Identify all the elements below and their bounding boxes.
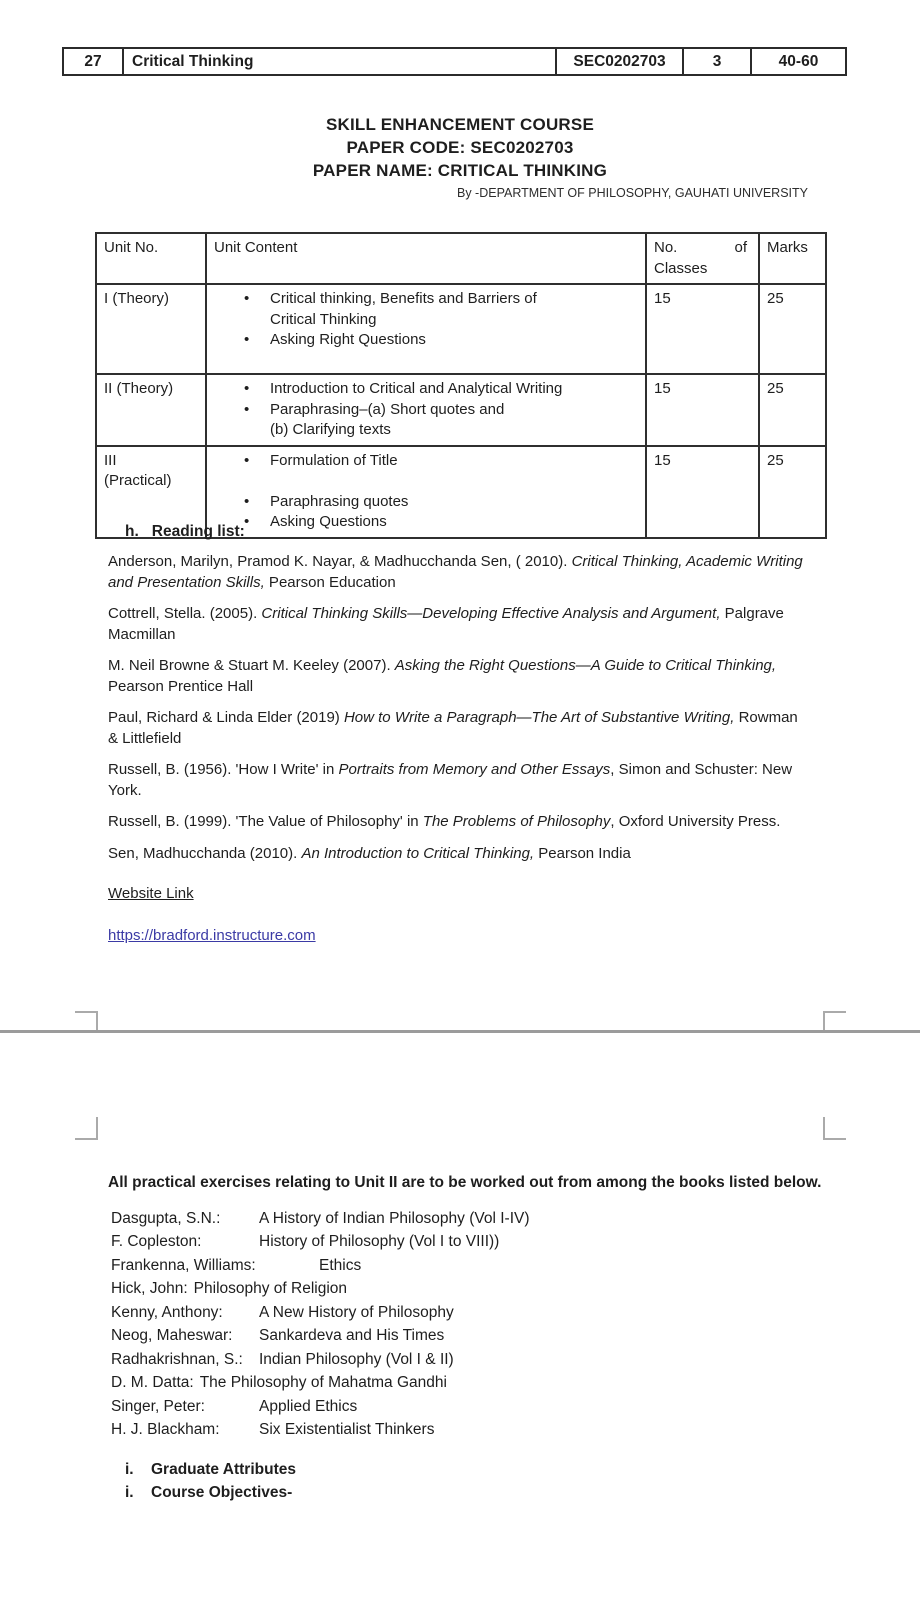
- page1-bottom-right-corner-mark: [823, 1011, 846, 1031]
- reading-list-title: Reading list:: [151, 523, 245, 540]
- book-author: Singer, Peter:: [111, 1397, 205, 1415]
- content-line: [214, 471, 638, 492]
- book-row: [108, 1301, 824, 1325]
- citation-title: The Problems of Philosophy: [422, 813, 611, 830]
- content-text: Asking Right Questions: [270, 331, 426, 348]
- book-author: F. Copleston:: [111, 1233, 202, 1250]
- citation-text: Rowman & Littlefield: [108, 709, 798, 747]
- bullet-glyph: •: [244, 380, 250, 397]
- page1-bottom-left-corner-mark: [75, 1011, 98, 1031]
- content-line: [214, 400, 638, 421]
- book-row: [108, 1395, 824, 1419]
- book-title: Philosophy of Religion: [193, 1280, 348, 1297]
- content-line: [214, 330, 638, 351]
- citation: [108, 604, 810, 645]
- book-row: [108, 1254, 824, 1278]
- book-row: [108, 1230, 824, 1254]
- reading-list-heading: [125, 523, 810, 541]
- unit-no-line: II (Theory): [104, 380, 174, 397]
- unit-no-line: III: [104, 451, 117, 469]
- classes-cell: 15: [646, 374, 759, 446]
- content-line: [214, 451, 638, 472]
- department-byline: By -DEPARTMENT OF PHILOSOPHY, GAUHATI UNIVERSITY: [457, 186, 808, 200]
- bullet-glyph: •: [244, 400, 250, 418]
- citation-title: Asking the Right Questions—A Guide to Critical Thinking,: [394, 657, 777, 674]
- book-row: [108, 1277, 824, 1301]
- content-text: Paraphrasing–(a) Short quotes and: [270, 400, 505, 418]
- citation: [108, 812, 810, 833]
- citation-text: Paul, Richard & Linda Elder (2019): [108, 709, 344, 726]
- content-line: [214, 289, 638, 310]
- classes-header-word3: Classes: [654, 259, 708, 277]
- content-text: Paraphrasing quotes: [270, 492, 409, 510]
- paper-code-cell: SEC0202703: [556, 48, 683, 75]
- citation-text: Pearson Education: [264, 573, 396, 591]
- unit-no-line: I (Theory): [104, 290, 170, 307]
- page2-top-left-corner-mark: [75, 1117, 98, 1140]
- bullet-glyph: •: [244, 492, 250, 510]
- book-row: [108, 1371, 824, 1395]
- bullet-glyph: •: [244, 290, 250, 307]
- marks-range-cell: 40-60: [751, 48, 846, 75]
- citation-text: Palgrave Macmillan: [108, 605, 784, 643]
- no-of-classes-header: [646, 233, 759, 284]
- book-title: Sankardeva and His Times: [259, 1327, 445, 1344]
- footer-item: [108, 1481, 824, 1504]
- content-text: Introduction to Critical and Analytical Writing: [270, 380, 563, 397]
- classes-cell: 15: [646, 284, 759, 374]
- citation: [108, 760, 810, 801]
- book-title: Ethics: [319, 1256, 362, 1274]
- book-title: The Philosophy of Mahatma Gandhi: [199, 1374, 447, 1391]
- page-divider: [0, 1030, 920, 1033]
- citation-title: Critical Thinking, Academic Writing and Presentation Skills,: [108, 553, 803, 591]
- course-serial-cell: 27: [63, 48, 123, 75]
- book-title: Applied Ethics: [259, 1397, 358, 1415]
- unit-table-row: [96, 284, 826, 374]
- footer-item-label: Graduate Attributes: [151, 1460, 296, 1478]
- citation: [108, 656, 810, 697]
- footer-item-label: Course Objectives-: [151, 1483, 293, 1501]
- book-row: [108, 1324, 824, 1348]
- classes-header-word1: No.: [654, 239, 678, 256]
- book-row: [108, 1207, 824, 1231]
- bullet-glyph: •: [244, 331, 250, 348]
- content-text: (b) Clarifying texts: [270, 421, 391, 438]
- citation-text: Pearson India: [534, 844, 631, 862]
- website-link-label: Website Link: [108, 885, 194, 902]
- unit-no-cell: [96, 284, 206, 374]
- book-title: Indian Philosophy (Vol I & II): [259, 1350, 454, 1368]
- book-author: Kenny, Anthony:: [111, 1303, 223, 1321]
- unit-content-cell: [206, 284, 646, 374]
- citation: [108, 552, 810, 593]
- bullet-glyph: •: [244, 513, 250, 530]
- paper-name-heading: PAPER NAME: CRITICAL THINKING: [312, 161, 608, 180]
- citation-text: Anderson, Marilyn, Pramod K. Nayar, & Madhucchanda Sen, ( 2010).: [108, 553, 572, 570]
- citation-title: How to Write a Paragraph—The Art of Substantive Writing,: [343, 709, 735, 726]
- book-title: Six Existentialist Thinkers: [259, 1421, 435, 1438]
- unit-no-line: (Practical): [104, 472, 172, 489]
- book-row: [108, 1418, 824, 1442]
- citation: [108, 844, 810, 865]
- citation-text: , Simon and Schuster: New York.: [108, 761, 793, 799]
- book-author: Dasgupta, S.N.:: [111, 1209, 221, 1227]
- footer-item-marker: i.: [125, 1460, 134, 1478]
- reading-list-section: [108, 523, 810, 945]
- book-author: Neog, Maheswar:: [111, 1327, 233, 1344]
- credits-cell: 3: [683, 48, 751, 75]
- citation-title: Critical Thinking Skills—Developing Effective Analysis and Argument,: [261, 605, 721, 622]
- course-summary-row: [63, 48, 846, 75]
- marks-cell: 25: [759, 446, 826, 538]
- document-headings: [0, 113, 920, 182]
- citation-text: M. Neil Browne & Stuart M. Keeley (2007).: [108, 657, 395, 674]
- footer-item-marker: i.: [125, 1483, 134, 1501]
- unit-content-header: Unit Content: [206, 233, 646, 284]
- unit-no-cell: [96, 374, 206, 446]
- content-line: [214, 310, 638, 331]
- unit-content-table: [95, 232, 827, 539]
- book-author: Hick, John:: [111, 1280, 188, 1297]
- citation-text: Sen, Madhucchanda (2010).: [108, 844, 302, 862]
- book-title: History of Philosophy (Vol I to VIII)): [259, 1233, 500, 1250]
- citations: [108, 552, 810, 864]
- book-list: [108, 1207, 824, 1442]
- citation: [108, 708, 810, 749]
- unit-content-cell: [206, 374, 646, 446]
- reading-list-letter: h.: [125, 523, 139, 540]
- citation-text: Russell, B. (1999). 'The Value of Philosophy' in: [108, 813, 423, 830]
- marks-cell: 25: [759, 374, 826, 446]
- content-text: Formulation of Title: [270, 451, 398, 469]
- paper-code-heading: PAPER CODE: SEC0202703: [346, 138, 574, 157]
- citation-text: , Oxford University Press.: [610, 813, 781, 830]
- classes-header-word2: of: [734, 239, 747, 256]
- website-url-link[interactable]: https://bradford.instructure.com: [108, 927, 316, 944]
- citation-text: Russell, B. (1956). 'How I Write' in: [108, 761, 339, 778]
- book-title: A History of Indian Philosophy (Vol I-IV): [259, 1209, 530, 1227]
- citation-title: An Introduction to Critical Thinking,: [301, 844, 535, 862]
- marks-header: Marks: [759, 233, 826, 284]
- citation-title: Portraits from Memory and Other Essays: [338, 761, 611, 778]
- content-text: Critical Thinking: [270, 310, 377, 328]
- book-author: Radhakrishnan, S.:: [111, 1350, 243, 1368]
- course-title-cell: Critical Thinking: [123, 48, 556, 75]
- page2-top-right-corner-mark: [823, 1117, 846, 1140]
- footer-item: [108, 1458, 824, 1481]
- unit-table-header-row: [96, 233, 826, 284]
- citation-text: Pearson Prentice Hall: [108, 677, 254, 695]
- content-text: Critical thinking, Benefits and Barriers of: [270, 290, 537, 307]
- content-text: Asking Questions: [270, 513, 387, 530]
- book-author: Frankenna, Williams:: [111, 1256, 256, 1274]
- book-title: A New History of Philosophy: [259, 1303, 454, 1321]
- footer-heading-list: [108, 1458, 824, 1504]
- course-summary-table: [62, 47, 847, 76]
- content-text: [270, 471, 274, 492]
- page2-content: [108, 1172, 824, 1504]
- marks-cell: 25: [759, 284, 826, 374]
- unit-no-header: Unit No.: [96, 233, 206, 284]
- unit-table-row: [96, 374, 826, 446]
- course-type-heading: SKILL ENHANCEMENT COURSE: [325, 115, 594, 134]
- classes-cell: 15: [646, 446, 759, 538]
- content-line: [214, 420, 638, 441]
- book-row: [108, 1348, 824, 1372]
- bullet-glyph: •: [244, 451, 250, 469]
- content-line: [214, 379, 638, 400]
- practical-exercises-note: All practical exercises relating to Unit II are to be worked out from among the books listed below.: [108, 1174, 822, 1191]
- content-line: [214, 492, 638, 513]
- book-author: H. J. Blackham:: [111, 1421, 220, 1438]
- citation-text: Cottrell, Stella. (2005).: [108, 605, 262, 622]
- book-author: D. M. Datta:: [111, 1374, 194, 1391]
